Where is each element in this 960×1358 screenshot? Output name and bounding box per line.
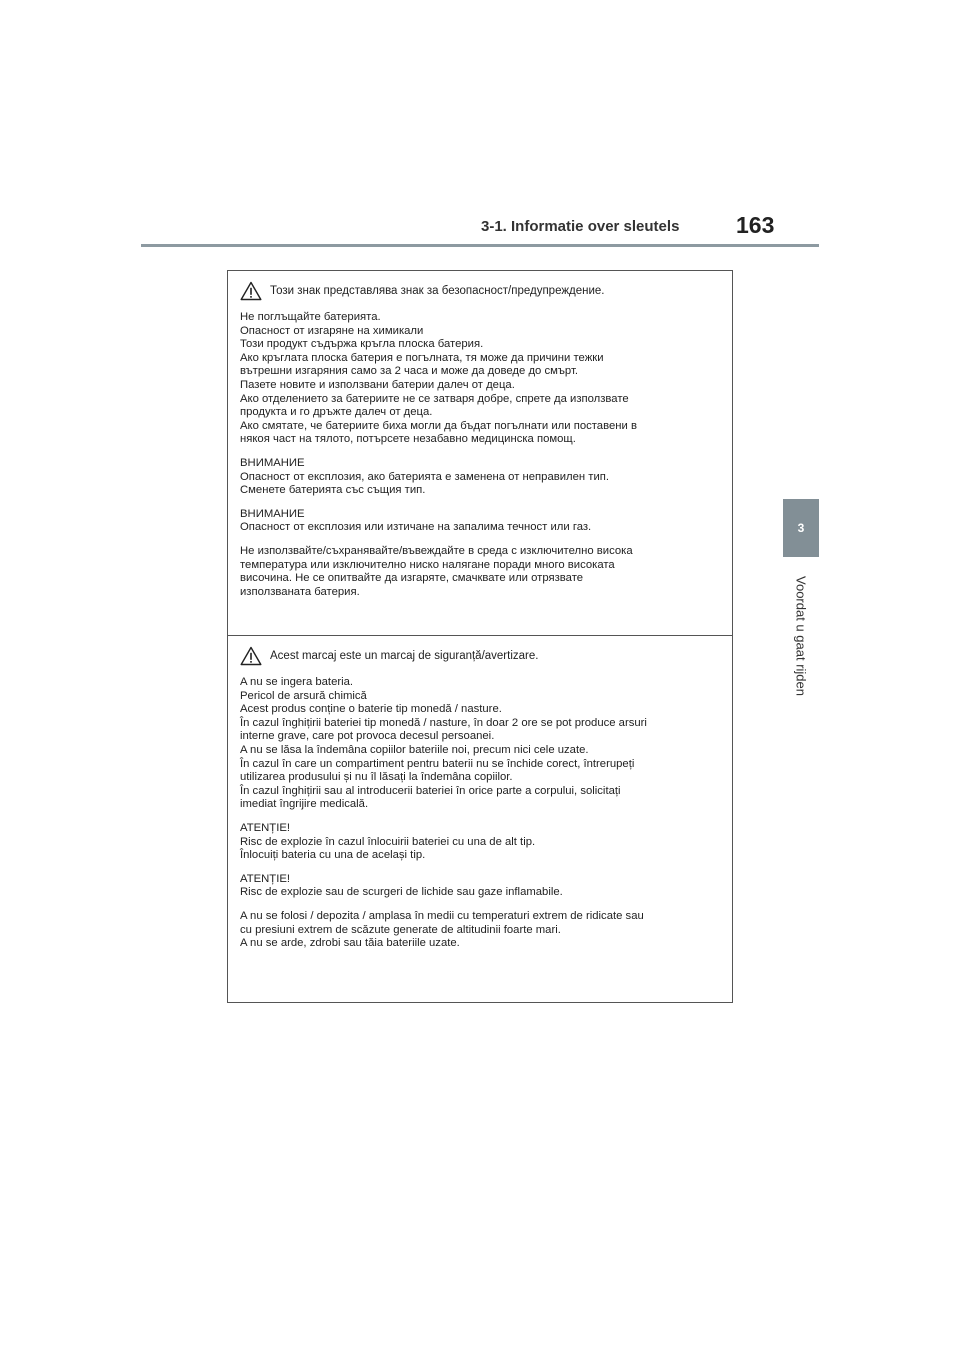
paragraph (240, 676, 720, 812)
notice-body (240, 311, 720, 599)
text-line: продукта и го дръжте далеч от деца. (240, 406, 433, 419)
warning-heading (240, 646, 720, 666)
battery-warning-box (227, 270, 733, 1003)
text-line: някоя част на тялото, потърсете незабавно медицинска помощ. (240, 433, 576, 446)
paragraph (240, 311, 720, 447)
header-rule (141, 244, 819, 247)
page-header (0, 0, 960, 250)
chapter-number: 3 (797, 521, 805, 535)
text-line: използваната батерия. (240, 585, 360, 598)
text-line: вътрешни изгаряния само за 2 часа и може да доведе до смърт. (240, 365, 579, 378)
section-title: 3-1. Informatie over sleutels (481, 218, 680, 235)
text-line: În cazul în care un compartiment pentru baterii nu se închide corect, întrerupeți (240, 757, 635, 770)
text-line: височина. Не се опитвайте да изгаряте, смачквате или отрязвате (240, 572, 584, 585)
text-line: Опасност от експлозия, ако батерията е заменена от неправилен тип. (240, 470, 610, 483)
text-line: interne grave, care pot provoca decesul persoanei. (240, 730, 495, 743)
text-line: Înlocuiți bateria cu una de același tip. (240, 849, 426, 862)
text-line: Не използвайте/съхранявайте/въвеждайте в среда с изключително висока (240, 544, 633, 557)
page-number: 163 (736, 212, 775, 238)
text-line: ATENȚIE! (240, 872, 291, 885)
warning-triangle-icon (240, 646, 262, 666)
text-line: Risc de explozie sau de scurgeri de lichide sau gaze inflamabile. (240, 886, 563, 899)
text-line: A nu se ingera bateria. (240, 676, 354, 688)
text-line: imediat îngrijire medicală. (240, 798, 369, 811)
paragraph (240, 910, 720, 951)
text-line: Пазете новите и използвани батерии далеч от деца. (240, 378, 515, 391)
text-line: Не поглъщайте батерията. (240, 311, 381, 323)
text-line: ВНИМАНИЕ (240, 507, 305, 520)
notice-body (240, 676, 720, 951)
text-line: температура или изключително ниско налягане поради много високата (240, 558, 615, 571)
text-line: Acest produs conține o baterie tip monedă / nasture. (240, 703, 502, 716)
warning-heading (240, 281, 720, 301)
notice-romanian (228, 636, 732, 1002)
chapter-label: Voordat u gaat rijden (793, 576, 809, 696)
text-line: Pericol de arsură chimică (240, 689, 367, 702)
text-line: ВНИМАНИЕ (240, 456, 305, 469)
text-line: ATENȚIE! (240, 821, 291, 834)
text-line: Ако кръглата плоска батерия е погълната, тя може да причини тежки (240, 351, 604, 364)
text-line: Ако смятате, че батериите биха могли да бъдат погълнати или поставени в (240, 419, 637, 432)
text-line: În cazul înghițirii sau al introducerii bateriei în orice parte a corpului, solicitați (240, 784, 621, 797)
paragraph (240, 457, 720, 498)
text-line: Този продукт съдържа кръгла плоска батерия. (240, 338, 484, 351)
paragraph (240, 873, 720, 900)
notice-bulgarian (228, 271, 732, 636)
text-line: În cazul înghițirii bateriei tip monedă / nasture, în doar 2 ore se pot produce arsuri (240, 716, 647, 729)
text-line: Опасност от експлозия или изтичане на запалима течност или газ. (240, 521, 592, 534)
text-line: A nu se arde, zdrobi sau tăia bateriile uzate. (240, 937, 460, 950)
text-line: A nu se folosi / depozita / amplasa în medii cu temperaturi extrem de ridicate sau (240, 909, 644, 922)
chapter-tab (783, 499, 819, 557)
paragraph (240, 822, 720, 863)
text-line: Опасност от изгаряне на химикали (240, 324, 424, 337)
warning-title: Acest marcaj este un marcaj de siguranță/avertizare. (270, 650, 539, 662)
warning-title: Този знак представлява знак за безопасност/предупреждение. (270, 285, 605, 297)
text-line: Сменете батерията със същия тип. (240, 484, 426, 497)
warning-triangle-icon (240, 281, 262, 301)
text-line: cu presiuni extrem de scăzute generate de altitudinii foarte mari. (240, 923, 561, 936)
paragraph (240, 545, 720, 599)
text-line: A nu se lăsa la îndemâna copiilor bateriile noi, precum nici cele uzate. (240, 743, 589, 756)
text-line: utilizarea produsului și nu îl lăsați la îndemâna copiilor. (240, 771, 513, 784)
paragraph (240, 508, 720, 535)
text-line: Risc de explozie în cazul înlocuirii bateriei cu una de alt tip. (240, 835, 536, 848)
text-line: Ако отделението за батериите не се затваря добре, спрете да използвате (240, 392, 629, 405)
